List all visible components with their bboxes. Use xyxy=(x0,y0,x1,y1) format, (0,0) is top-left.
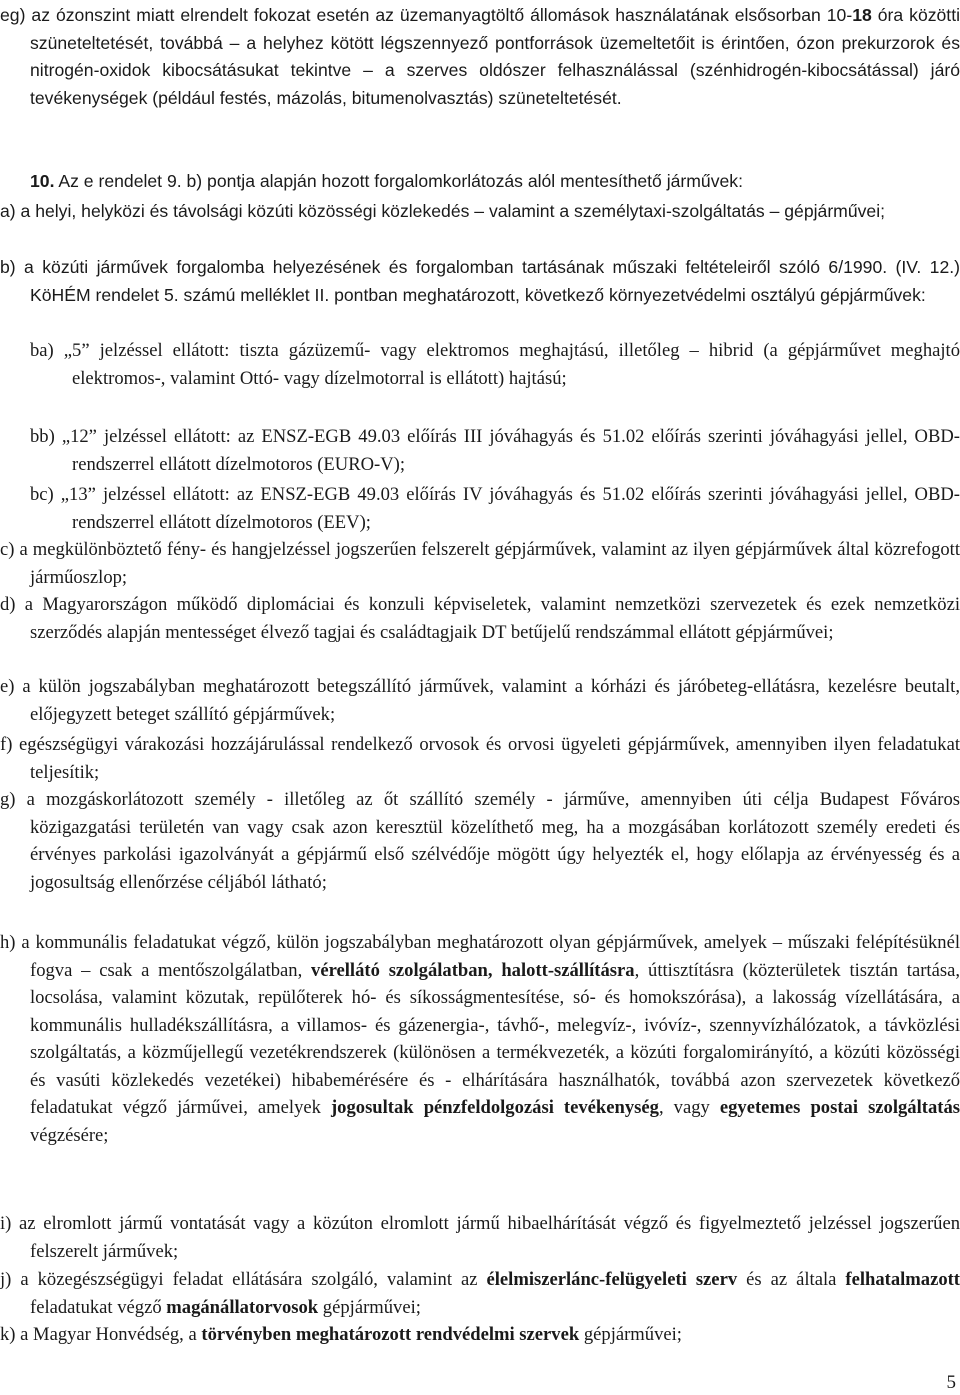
item-d: d) a Magyarországon működő diplomáciai és konzuli képviseletek, valamint nemzetközi szervezetek és ezek nemzetközi szerződés alapján mentességet élvező tagjai és családtagjaik DT betűjelű rendszámmal ellátott gépjárművei; xyxy=(0,594,960,643)
item-text: h) a kommunális feladatukat végző, külön jogszabályban meghatározott olyan gépjárművek, amelyek ‒ műszaki felépítésüknél fogva ‒ csak a mentőszolgálatban, xyxy=(0,932,960,981)
section-number: 10. xyxy=(30,171,55,191)
item-bold: jogosultak pénzfeldolgozási tevékenység xyxy=(330,1097,659,1118)
item-text: feladatukat végző xyxy=(30,1296,167,1318)
item-bold: egyetemes postai szolgáltatás xyxy=(719,1097,960,1118)
item-bold: felhatalmazott xyxy=(845,1269,960,1290)
item-h xyxy=(0,929,960,1149)
item-text: az ózonszint miatt elrendelt fokozat esetén az üzemanyagtöltő állomások használatának elsősorban 10- xyxy=(31,5,853,25)
item-text: j) a közegészségügyi feladat ellátására szolgáló, valamint az xyxy=(0,1269,487,1290)
section-text: Az e rendelet 9. b) pontja alapján hozott forgalomkorlátozás alól mentesíthető járművek: xyxy=(54,171,743,191)
item-c: c) a megkülönböztető fény- és hangjelzéssel jogszerűen felszerelt gépjárművek, valamint az ilyen gépjárművek által közrefogott járműoszlop; xyxy=(0,539,960,588)
item-f: f) egészségügyi várakozási hozzájárulással rendelkező orvosok és orvosi ügyeleti gépjárművek, amennyiben ilyen feladatukat teljesítik; xyxy=(0,734,960,783)
item-bold: 18 xyxy=(852,5,872,25)
item-label: eg) xyxy=(0,5,26,25)
item-text: óra közötti szüneteltetését, továbbá ‒ a helyhez kötött légszennyező pontforrások üzemeltetőit is érintően, ózon prekurzorok és nitrogén-oxidok kibocsátásukat tekintve ‒ a szerves oldószer felhasználással (szénhidrogén-kibocsátással) járó tevékenységek (például festés, mázolás, bitumenolvasztás) szüneteltetését. xyxy=(30,5,960,108)
item-bc: bc) „13” jelzéssel ellátott: az ENSZ-EGB 49.03 előírás IV jóváhagyás és 51.02 előírás szerinti jóváhagyási jellel, OBD-rendszerrel ellátott dízelmotoros (EEV); xyxy=(30,484,960,533)
item-e: e) a külön jogszabályban meghatározott betegszállító járművek, valamint a kórházi és járóbeteg-ellátásra, kezelésre beutalt, előjegyzett beteget szállító gépjárművek; xyxy=(0,676,960,725)
item-k xyxy=(0,1321,960,1349)
item-text: pontban meghatározott, következő környezetvédelmi osztályú gépjárművek: xyxy=(329,284,926,305)
section-10-heading xyxy=(30,168,960,196)
item-text: végzésére; xyxy=(30,1124,109,1146)
item-text: és az általa xyxy=(737,1269,846,1290)
item-text: , úttisztításra (közterületek tisztán tartása, locsolása, valamint közutak, repülőterek hó- és síkosságmentesítése, só- és homokszórása), a lakosság vízellátására, a kommunális hulladékszállításra, a villamos- és gázenergia-, távhő-, melegvíz-, ivóvíz-, szennyvízhálózatok, a távközlési szolgáltatás, a közműjellegű vezetékrendszerek (különösen a termékvezeték, a közúti forgalomirányító, a közúti közösségi és vasúti közlekedés vezetékei) hibabemérésére és - elhárítására használhatók, továbbá azon szervezetek következő feladatukat végző járművei, amelyek xyxy=(30,959,960,1118)
item-bold: élelmiszerlánc-felügyeleti szerv xyxy=(486,1269,738,1290)
item-text: gépjárművei; xyxy=(318,1296,421,1318)
item-a: a) a helyi, helyközi és távolsági közúti közösségi közlekedés ‒ valamint a személytaxi-szolgáltatás ‒ gépjárművei; xyxy=(0,201,885,221)
item-bold: magánállatorvosok xyxy=(166,1296,319,1318)
item-bold: törvényben meghatározott rendvédelmi szervek xyxy=(201,1324,580,1345)
item-text: , vagy xyxy=(658,1097,720,1118)
item-j xyxy=(0,1266,960,1321)
item-text: b) a közúti járművek forgalomba helyezésének és forgalomban tartásának műszaki feltételeiről szóló 6/1990. (IV. 12.) KöHÉM rendelet 5. számú melléklet II. xyxy=(0,257,960,305)
item-text: k) a Magyar Honvédség, a xyxy=(0,1324,202,1345)
item-i: i) az elromlott jármű vontatását vagy a közúton elromlott jármű hibaelhárítását végző és figyelmeztető jelzéssel jogszerűen felszerelt járművek; xyxy=(0,1213,960,1262)
item-text: gépjárművei; xyxy=(579,1324,682,1345)
item-eg xyxy=(0,2,960,112)
item-b xyxy=(0,254,960,309)
page-number: 5 xyxy=(946,1372,956,1393)
item-bb: bb) „12” jelzéssel ellátott: az ENSZ-EGB 49.03 előírás III jóváhagyás és 51.02 előírás szerinti jóváhagyási jellel, OBD-rendszerrel ellátott dízelmotoros (EURO-V); xyxy=(30,426,960,475)
item-bold: vérellátó szolgálatban, halott-szállításra xyxy=(311,959,635,981)
item-ba: ba) „5” jelzéssel ellátott: tiszta gázüzemű- vagy elektromos meghajtású, illetőleg ‒ hibrid (a gépjárművet meghajtó elektromos-, valamint Ottó- vagy dízelmotorral is ellátott) hajtású; xyxy=(30,340,960,389)
item-g: g) a mozgáskorlátozott személy - illetőleg az őt szállító személy - járműve, amennyiben úti célja Budapest Főváros közigazgatási területén van vagy csak azon keresztül közelíthető meg, ha a mozgásában korlátozott személy eredeti és érvényes parkolási igazolványát a gépjármű első szélvédője mögött úgy helyezték el, hogy előlapja az érvényesség és a jogosultság ellenőrzése céljából látható; xyxy=(0,789,960,893)
